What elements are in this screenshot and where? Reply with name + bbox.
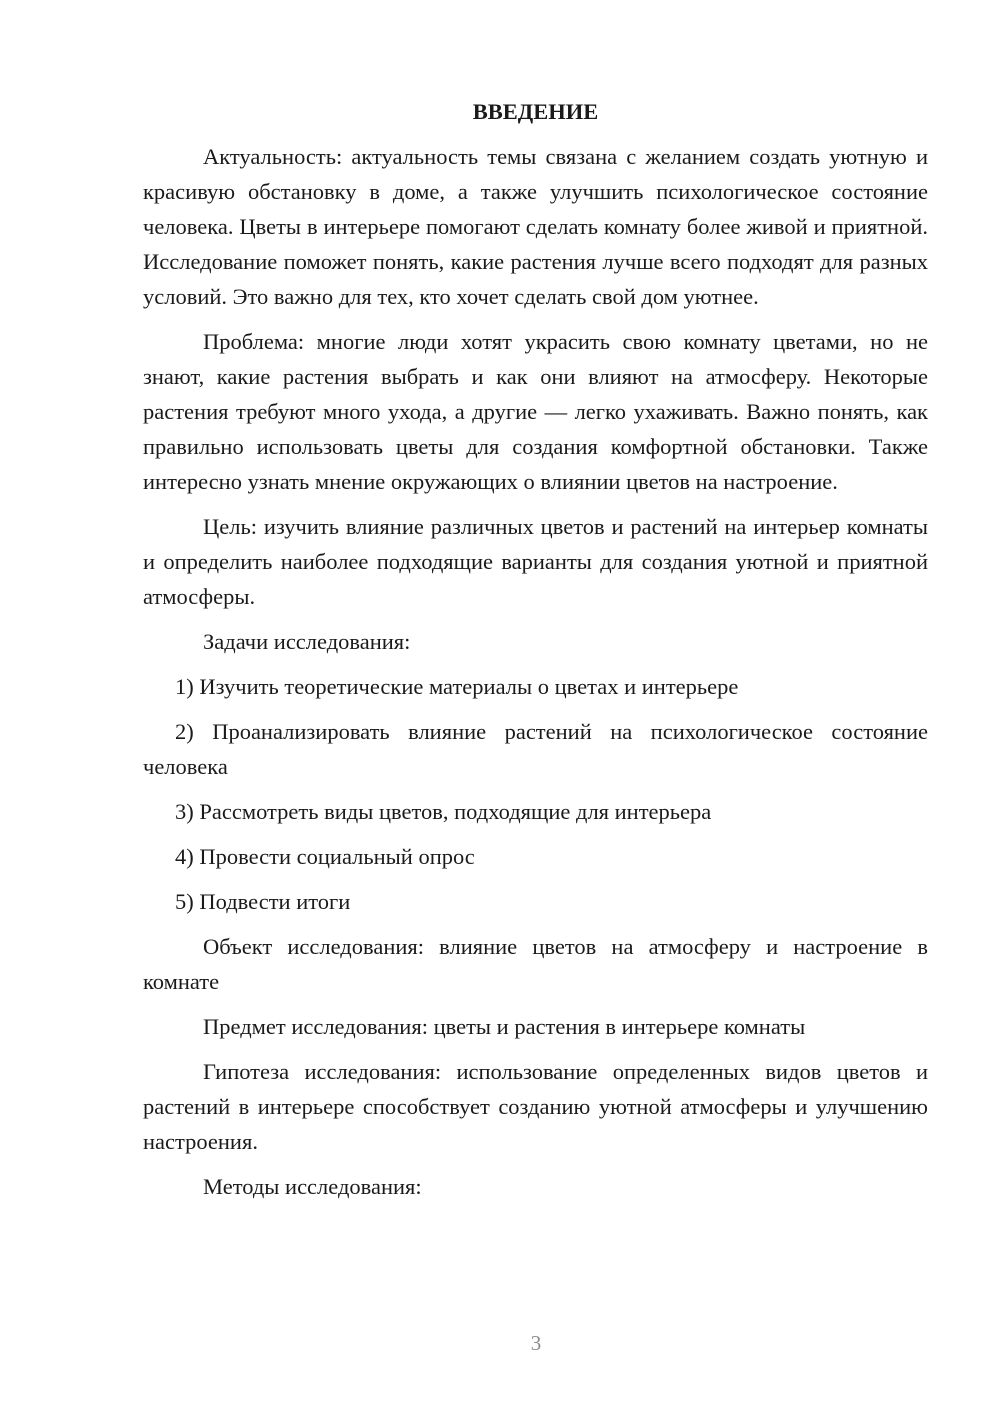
tasks-list bbox=[143, 669, 928, 919]
relevance-paragraph: Актуальность: актуальность темы связана с желанием создать уютную и красивую обстановку в доме, а также улучшить психологическое состояние человека. Цветы в интерьере помогают сделать комнату более живой и приятной. Исследование поможет понять, какие растения лучше всего подходят для разных условий. Это важно для тех, кто хочет сделать свой дом уютнее. bbox=[143, 144, 928, 309]
subject-paragraph: Предмет исследования: цветы и растения в интерьере комнаты bbox=[203, 1014, 806, 1039]
list-item: 3) Рассмотреть виды цветов, подходящие для интерьера bbox=[175, 799, 712, 824]
methods-heading: Методы исследования: bbox=[203, 1174, 422, 1199]
goal-paragraph: Цель: изучить влияние различных цветов и растений на интерьер комнаты и определить наиболее подходящие варианты для создания уютной и приятной атмосферы. bbox=[143, 514, 928, 609]
object-paragraph: Объект исследования: влияние цветов на атмосферу и настроение в комнате bbox=[143, 934, 928, 994]
list-item: 1) Изучить теоретические материалы о цветах и интерьере bbox=[175, 674, 739, 699]
document-body bbox=[143, 94, 928, 1214]
tasks-heading: Задачи исследования: bbox=[203, 629, 411, 654]
hypothesis-paragraph: Гипотеза исследования: использование определенных видов цветов и растений в интерьере способствует созданию уютной атмосферы и улучшению настроения. bbox=[143, 1059, 928, 1154]
problem-paragraph: Проблема: многие люди хотят украсить свою комнату цветами, но не знают, какие растения выбрать и как они влияют на атмосферу. Некоторые растения требуют много ухода, а другие — легко ухаживать. Важно понять, как правильно использовать цветы для создания комфортной обстановки. Также интересно узнать мнение окружающих о влиянии цветов на настроение. bbox=[143, 329, 928, 494]
list-item: 2) Проанализировать влияние растений на психологическое состояние человека bbox=[143, 719, 928, 779]
list-item: 4) Провести социальный опрос bbox=[175, 844, 475, 869]
page-number: 3 bbox=[530, 1331, 542, 1355]
list-item: 5) Подвести итоги bbox=[175, 889, 351, 914]
page-title: ВВЕДЕНИЕ bbox=[472, 99, 599, 124]
